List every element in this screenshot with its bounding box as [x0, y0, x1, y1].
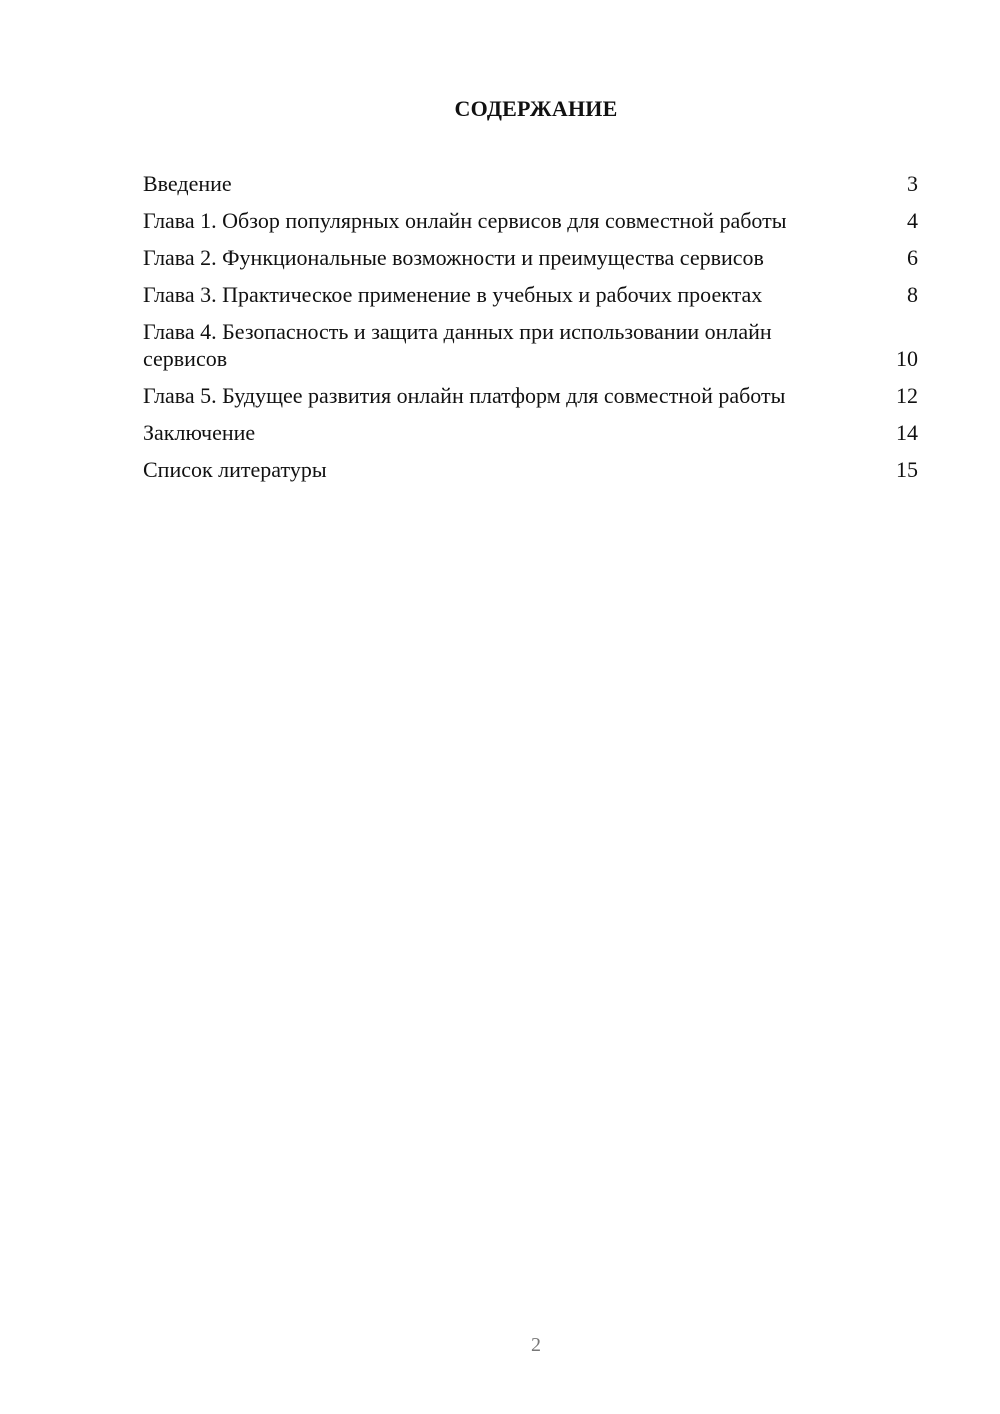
- toc-entry-references[interactable]: [143, 457, 918, 484]
- toc-entry-chapter-5[interactable]: [143, 383, 918, 410]
- toc-entry-introduction[interactable]: [143, 171, 918, 198]
- toc-entry-text: Глава 5. Будущее развития онлайн платформ для совместной работы: [143, 382, 786, 408]
- toc-entry-text: Введение: [143, 171, 232, 196]
- toc-entry-chapter-4[interactable]: [143, 319, 918, 372]
- toc-entry-chapter-3[interactable]: [143, 282, 918, 309]
- toc-entry-page: 6: [907, 245, 918, 270]
- toc-entry-chapter-1[interactable]: [143, 208, 918, 235]
- toc-entry-conclusion[interactable]: [143, 420, 918, 447]
- toc-entry-page: 3: [907, 171, 918, 196]
- toc-entry-text: Глава 4. Безопасность и защита данных при использовании онлайн сервисов: [143, 319, 772, 371]
- toc-entry-page: 4: [907, 208, 918, 233]
- toc-entry-page: 15: [896, 456, 918, 482]
- toc-entry-chapter-2[interactable]: [143, 245, 918, 272]
- toc-entry-page: 10: [896, 345, 918, 371]
- toc-entry-page: 8: [907, 282, 918, 307]
- toc-entry-page: 14: [896, 419, 918, 445]
- toc-entry-text: Глава 2. Функциональные возможности и преимущества сервисов: [143, 245, 764, 270]
- page-title: СОДЕРЖАНИЕ: [454, 96, 618, 121]
- toc-entry-text: Глава 1. Обзор популярных онлайн сервисов для совместной работы: [143, 208, 787, 233]
- toc-entry-text: Заключение: [143, 419, 256, 445]
- toc-entry-text: Список литературы: [143, 456, 327, 482]
- table-of-contents: [143, 171, 918, 494]
- toc-entry-text: Глава 3. Практическое применение в учебных и рабочих проектах: [143, 282, 763, 307]
- page-number: 2: [531, 1334, 541, 1356]
- toc-entry-page: 12: [896, 382, 918, 408]
